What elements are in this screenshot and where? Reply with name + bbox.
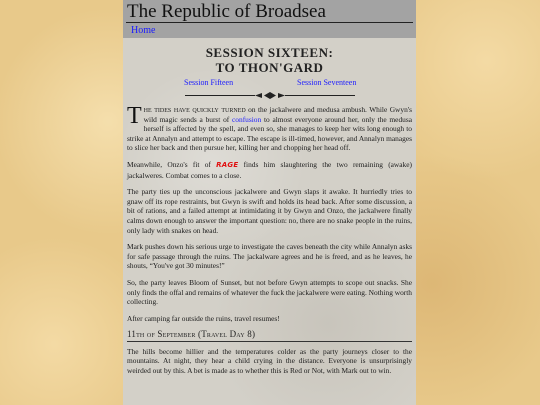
divider-ornament-icon xyxy=(185,92,355,99)
nav-home-link[interactable]: Home xyxy=(131,25,156,36)
prev-session-link[interactable]: Session Fifteen xyxy=(184,78,234,87)
main-column xyxy=(123,0,416,405)
confusion-spell-link[interactable]: confusion xyxy=(232,114,262,124)
page-title xyxy=(123,45,416,75)
header-rule xyxy=(126,22,413,23)
page-title-line2: TO THON'GARD xyxy=(215,60,324,75)
next-session-link[interactable]: Session Seventeen xyxy=(297,78,357,87)
lead-in-text: he tides have quickly turned xyxy=(143,105,246,114)
session-content xyxy=(123,105,416,376)
drop-cap: T xyxy=(127,103,142,129)
rage-text: RAGE xyxy=(216,160,239,169)
paragraph-1 xyxy=(127,105,412,153)
paragraph-2-text-b: finds him slaughtering the two remaining (awake) jackalweres. Combat comes to a close. xyxy=(127,159,412,180)
paragraph-1-text-a: on the jackalwere and medusa ambush. While Gwyn's wild magic sends a burst of xyxy=(143,105,412,124)
date-subheading: 11th of September (Travel Day 8) xyxy=(127,330,412,342)
site-title: The Republic of Broadsea xyxy=(127,1,326,22)
session-nav xyxy=(123,78,416,92)
paragraph-7: The hills become hillier and the temperatures colder as the party journeys closer to the mountains. At night, they hear a child crying in the distance. Everyone is unsurprisingly weirded out by this. A bet is made as to whether this is Red or Not, with Mark out to win. xyxy=(127,346,412,376)
paragraph-5: So, the party leaves Bloom of Sunset, but not before Gwyn attempts to scope out snacks. She only finds the offal and remains of whatever the fuck the jackalwere were eating. Nothing worth collecting. xyxy=(127,277,412,307)
paragraph-6: After camping far outside the ruins, travel resumes! xyxy=(127,313,280,323)
paragraph-1-text-b: to almost everyone around her, only the medusa herself is affected by the spell, and even so, she manages to keep her wits long enough to strike at Annalyn and attempt to escape. The escape is ill-timed, however, and Annalyn manages to slice her back and then pursue her, killing her and chopping her head off. xyxy=(127,114,412,153)
page-title-line1: SESSION SIXTEEN: xyxy=(205,45,334,60)
paragraph-2 xyxy=(127,160,412,180)
paragraph-2-text-a: Meanwhile, Onzo's fit of xyxy=(127,159,217,169)
ornamental-divider xyxy=(185,92,355,99)
paragraph-4: Mark pushes down his serious urge to investigate the caves beneath the city while Annalyn asks for safe passage through the ruins. The jackalware agrees and he is freed, and as he leaves, he shouts, “You've got 30 minutes!” xyxy=(127,242,412,271)
paragraph-3: The party ties up the unconscious jackalwere and Gwyn slaps it awake. It hurriedly tries to gnaw off its rope restraints, but Gwyn is swift and holds its head back. After some discussion, a bit of rations, and a failed attempt at intimidating it by Gwyn and Onzo, the jackalwere finally calms down enough to answer the important question: no, there are no snake people in the ruins, only lady with snakes on head. xyxy=(127,187,412,235)
site-header xyxy=(123,0,416,38)
